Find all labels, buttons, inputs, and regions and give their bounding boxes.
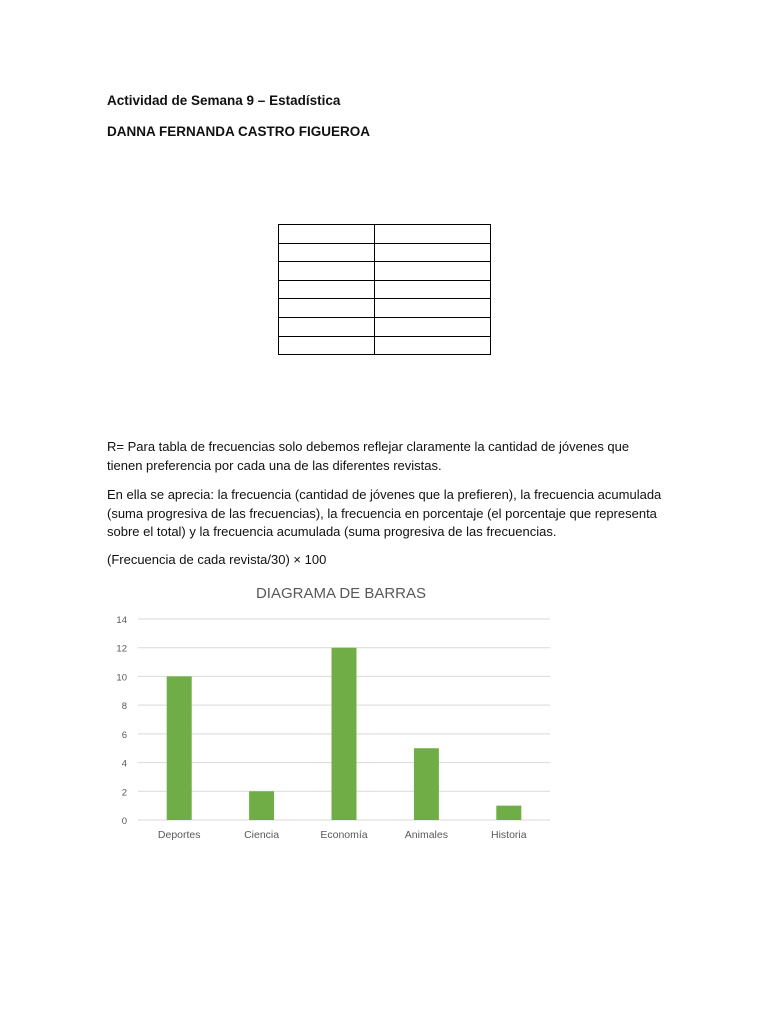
table-cell: [279, 317, 375, 336]
paragraph-explanation: En ella se aprecia: la frecuencia (cantidad de jóvenes que la prefieren), la frecuencia acumulada (suma progresiva de las frecuencias), la frecuencia en porcentaje (el porcentaje que representa sobre el total) y la frecuencia acumulada (suma progresiva de las frecuencias.: [107, 487, 662, 539]
table-cell: [375, 299, 491, 318]
y-tick-label: 2: [121, 787, 127, 799]
table-cell: [375, 262, 491, 281]
table-cell: [375, 336, 491, 355]
table-cell: [375, 225, 491, 244]
table-cell: [375, 280, 491, 299]
table-cell: [279, 299, 375, 318]
author-name: DANNA FERNANDA CASTRO FIGUEROA: [107, 124, 370, 139]
table-cell: [375, 243, 491, 262]
x-tick-label: Ciencia: [244, 829, 280, 841]
table-row: [279, 225, 491, 244]
table-row: [279, 299, 491, 318]
bar: [332, 648, 357, 820]
y-tick-label: 12: [116, 643, 127, 655]
empty-frequency-table: [278, 224, 491, 355]
y-tick-label: 4: [121, 758, 127, 770]
x-tick-label: Economía: [320, 829, 368, 841]
chart-title: DIAGRAMA DE BARRAS: [255, 585, 427, 602]
bar: [414, 748, 439, 820]
bar: [496, 806, 521, 820]
table-cell: [375, 317, 491, 336]
paragraph-formula: (Frecuencia de cada revista/30) × 100: [107, 552, 327, 567]
y-tick-label: 0: [121, 816, 127, 827]
bar: [249, 791, 274, 820]
x-tick-label: Animales: [404, 829, 448, 841]
y-tick-label: 6: [121, 729, 127, 741]
table-row: [279, 243, 491, 262]
table-row: [279, 317, 491, 336]
bar-chart: [106, 579, 560, 847]
table-row: [279, 262, 491, 281]
x-tick-label: Historia: [491, 829, 527, 841]
table-cell: [279, 243, 375, 262]
table-row: [279, 280, 491, 299]
y-tick-label: 14: [116, 615, 127, 626]
table-cell: [279, 225, 375, 244]
x-tick-label: Deportes: [157, 829, 201, 841]
table-cell: [279, 262, 375, 281]
y-tick-label: 8: [121, 701, 127, 713]
table-row: [279, 336, 491, 355]
y-tick-label: 10: [116, 672, 127, 684]
document-title: Actividad de Semana 9 – Estadística: [107, 93, 341, 108]
table-cell: [279, 280, 375, 299]
paragraph-answer: R= Para tabla de frecuencias solo debemos reflejar claramente la cantidad de jóvenes que tienen preferencia por cada una de las diferentes revistas.: [107, 439, 630, 473]
bar-chart-svg: [106, 579, 560, 847]
bar: [167, 676, 192, 820]
table-cell: [279, 336, 375, 355]
